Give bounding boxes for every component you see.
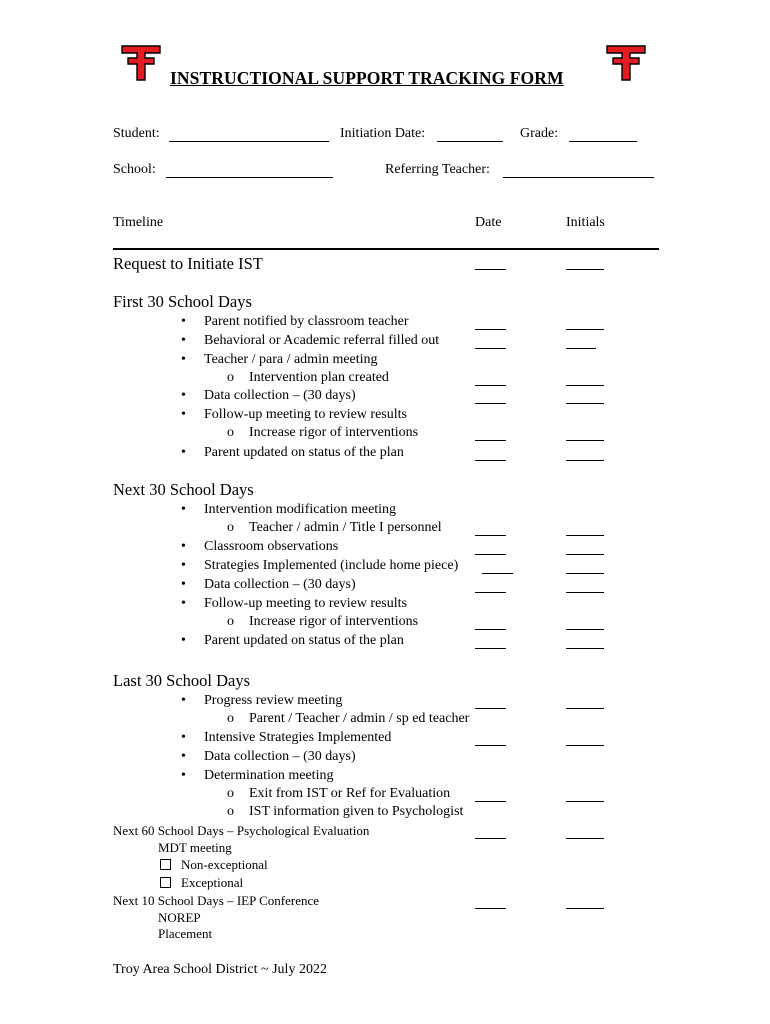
sub-list-item: o Increase rigor of interventions bbox=[249, 614, 418, 630]
list-item: • Intensive Strategies Implemented bbox=[204, 730, 391, 746]
initials-header: Initials bbox=[566, 215, 605, 230]
date-blank[interactable] bbox=[475, 648, 506, 649]
initials-blank[interactable] bbox=[566, 648, 604, 649]
initials-blank[interactable] bbox=[566, 329, 604, 330]
footer-text: Troy Area School District ~ July 2022 bbox=[113, 962, 327, 977]
timeline-header: Timeline bbox=[113, 215, 164, 230]
initiation-date-field[interactable] bbox=[437, 141, 503, 142]
next-60-heading: Next 60 School Days – Psychological Evaluation bbox=[113, 823, 370, 838]
school-field[interactable] bbox=[166, 177, 333, 178]
student-field[interactable] bbox=[169, 141, 329, 142]
list-item: • Parent updated on status of the plan bbox=[204, 445, 404, 461]
sub-list-item: o IST information given to Psychologist bbox=[249, 804, 463, 820]
date-blank[interactable] bbox=[475, 403, 506, 404]
date-blank[interactable] bbox=[475, 908, 506, 909]
date-blank[interactable] bbox=[475, 838, 506, 839]
date-blank[interactable] bbox=[475, 801, 506, 802]
sub-list-item: o Intervention plan created bbox=[249, 370, 389, 386]
date-blank[interactable] bbox=[475, 535, 506, 536]
initials-blank[interactable] bbox=[566, 385, 604, 386]
initials-blank[interactable] bbox=[566, 801, 604, 802]
header-divider bbox=[113, 248, 659, 250]
date-blank[interactable] bbox=[482, 573, 513, 574]
grade-label: Grade: bbox=[520, 126, 559, 141]
student-label: Student: bbox=[113, 126, 160, 141]
list-item: • Behavioral or Academic referral filled out bbox=[204, 333, 439, 349]
form-title: INSTRUCTIONAL SUPPORT TRACKING FORM bbox=[170, 68, 564, 88]
list-item: • Determination meeting bbox=[204, 768, 333, 784]
list-item: • Data collection – (30 days) bbox=[204, 749, 356, 765]
date-blank[interactable] bbox=[475, 440, 506, 441]
date-blank[interactable] bbox=[475, 554, 506, 555]
tt-logo-icon bbox=[120, 44, 162, 82]
list-item: • Classroom observations bbox=[204, 539, 338, 555]
list-item: • Parent updated on status of the plan bbox=[204, 633, 404, 649]
initials-blank[interactable] bbox=[566, 460, 604, 461]
initiation-date-label: Initiation Date: bbox=[340, 126, 426, 141]
school-label: School: bbox=[113, 162, 156, 177]
initials-blank[interactable] bbox=[566, 348, 596, 349]
initials-blank[interactable] bbox=[566, 838, 604, 839]
initials-blank[interactable] bbox=[566, 592, 604, 593]
initials-blank[interactable] bbox=[566, 708, 604, 709]
date-blank[interactable] bbox=[475, 348, 506, 349]
sub-list-item: o Increase rigor of interventions bbox=[249, 425, 418, 441]
sub-list-item: o Parent / Teacher / admin / sp ed teacher bbox=[249, 711, 469, 727]
date-blank[interactable] bbox=[475, 592, 506, 593]
sub-list-item: o Teacher / admin / Title I personnel bbox=[249, 520, 442, 536]
list-item: • Intervention modification meeting bbox=[204, 502, 396, 518]
list-item: • Follow-up meeting to review results bbox=[204, 407, 407, 423]
list-item: • Progress review meeting bbox=[204, 693, 342, 709]
list-item: • Parent notified by classroom teacher bbox=[204, 314, 408, 330]
list-item: • Data collection – (30 days) bbox=[204, 388, 356, 404]
exceptional-checkbox[interactable]: Exceptional bbox=[181, 875, 244, 890]
sub-list-item: o Exit from IST or Ref for Evaluation bbox=[249, 786, 450, 802]
list-item: • Data collection – (30 days) bbox=[204, 577, 356, 593]
first-30-heading: First 30 School Days bbox=[113, 292, 252, 311]
date-blank[interactable] bbox=[475, 460, 506, 461]
date-blank[interactable] bbox=[475, 329, 506, 330]
placement-label: Placement bbox=[158, 926, 213, 941]
date-blank[interactable] bbox=[475, 629, 506, 630]
next-10-heading: Next 10 School Days – IEP Conference bbox=[113, 893, 320, 908]
initials-blank[interactable] bbox=[566, 554, 604, 555]
initials-blank[interactable] bbox=[566, 440, 604, 441]
initials-blank[interactable] bbox=[566, 269, 604, 270]
norep-label: NOREP bbox=[158, 910, 201, 925]
initials-blank[interactable] bbox=[566, 573, 604, 574]
last-30-heading: Last 30 School Days bbox=[113, 671, 251, 690]
date-blank[interactable] bbox=[475, 385, 506, 386]
initials-blank[interactable] bbox=[566, 403, 604, 404]
grade-field[interactable] bbox=[569, 141, 637, 142]
initials-blank[interactable] bbox=[566, 629, 604, 630]
date-blank[interactable] bbox=[475, 745, 506, 746]
initials-blank[interactable] bbox=[566, 745, 604, 746]
list-item: • Teacher / para / admin meeting bbox=[204, 352, 378, 368]
initials-blank[interactable] bbox=[566, 908, 604, 909]
list-item: • Follow-up meeting to review results bbox=[204, 596, 407, 612]
date-header: Date bbox=[475, 215, 502, 230]
tt-logo-icon bbox=[605, 44, 647, 82]
next-30-heading: Next 30 School Days bbox=[113, 480, 254, 499]
referring-teacher-label: Referring Teacher: bbox=[385, 162, 490, 177]
date-blank[interactable] bbox=[475, 269, 506, 270]
initials-blank[interactable] bbox=[566, 535, 604, 536]
date-blank[interactable] bbox=[475, 708, 506, 709]
referring-teacher-field[interactable] bbox=[503, 177, 654, 178]
request-heading: Request to Initiate IST bbox=[113, 254, 263, 273]
mdt-meeting-label: MDT meeting bbox=[158, 840, 232, 855]
non-exceptional-checkbox[interactable]: Non-exceptional bbox=[181, 857, 268, 872]
list-item: • Strategies Implemented (include home piece) bbox=[204, 558, 458, 574]
